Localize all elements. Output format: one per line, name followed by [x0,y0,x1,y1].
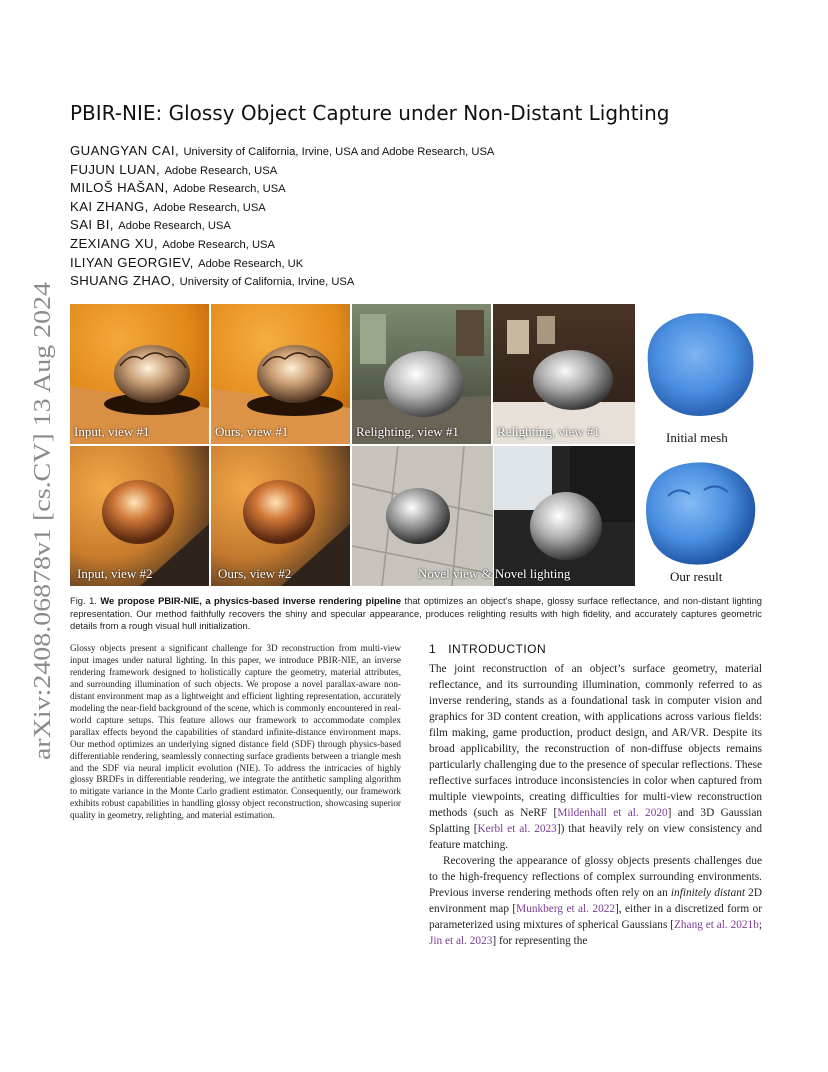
abstract: Glossy objects present a significant challenge for 3D reconstruction from multi-view input images under natural lighting. In this paper, we introduce PBIR-NIE, an inverse rendering framework designed to holistically capture the geometry, material attributes, and surrounding illumination of such objects. We propose a novel parallax-aware non-distant environment map as a lightweight and efficient lighting representation, accurately modeling the near-field background of the scene, which is commonly encountered in real-world capture setups. This feature allows our framework to accommodate complex parallax effects beyond the capabilities of standard infinite-distance environment maps. Our method optimizes an underlying signed distance field (SDF) through physics-based differentiable rendering, seamlessly connecting surface gradients between a triangle mesh and the SDF via neural implicit evolution (NIE). To address the intricacies of highly glossy BRDFs in differentiable rendering, we integrate the antithetic sampling algorithm to mitigate variance in the Monte Carlo gradient estimator. Consequently, our framework exhibits robust capabilities in handling glossy object reconstruction, showcasing superior quality in geometry, relighting, and material estimation. [70,643,401,821]
intro-text: ] for representing the [492,935,588,947]
paper-title: PBIR-NIE: Glossy Object Capture under Non-Distant Lighting [70,101,670,125]
author-affiliation: Adobe Research, UK [198,257,304,270]
author-entry [70,161,494,180]
author-entry [70,179,494,198]
author-name: KAI ZHANG, [70,198,149,214]
author-entry [70,142,494,161]
author-list [70,142,494,291]
caption-prefix: Fig. 1. [70,595,97,606]
section-title: INTRODUCTION [448,642,547,656]
figure-label: Novel view & Novel lighting [418,566,571,581]
author-affiliation: Adobe Research, USA [173,183,286,196]
intro-text: Recovering the appearance of glossy objects presents challenges due to the high-frequency reflections of complex surrounding environments. Previous inverse rendering methods often rely on an [429,855,762,899]
author-entry [70,216,494,235]
author-entry [70,198,494,217]
intro-paragraph [429,661,762,853]
relighting-view1-image [352,304,491,444]
figure-label: Ours, view #2 [218,566,292,581]
input-view2-image [70,446,209,586]
author-name: GUANGYAN CAI, [70,143,180,158]
figure-label: Relighting, view #1 [497,424,600,439]
citation-link[interactable]: Kerbl et al. 2023 [477,823,557,835]
arxiv-stamp-text: arXiv:2408.06878v1 [cs.CV] 13 Aug 2024 [30,349,56,760]
arxiv-stamp [20,280,62,760]
intro-body [429,661,762,949]
author-name: FUJUN LUAN, [70,161,161,177]
author-entry [70,254,494,273]
author-affiliation: University of California, Irvine, USA [179,276,355,289]
author-name: SHUANG ZHAO, [70,273,176,289]
author-entry [70,235,494,254]
intro-paragraph [429,853,762,949]
intro-text: The joint reconstruction of an object’s surface geometry, material reflectance, and its surrounding illumination, commonly referred to as inverse rendering, stands as a foundational task in computer vision and graphics for 3D content creation, with applications across various fields: film making, game production, product design, and AR/VR. Despite its broad applicability, the reconstruction of non-diffuse objects remains particularly challenging due to the presence of specular reflections. These reflective surfaces introduce inconsistencies in color when captured from multiple viewpoints, creating difficulties for multi-view reconstruction methods (such as NeRF [ [429,663,762,819]
caption-text: that optimizes an object’s shape, glossy surface reflectance, and non-distant lighting representation. Our method faithfully recovers the shiny and specular appearance, produces relighting results with high fidelity, and accurately captures geometric details from a rough visual hull initialization. [70,595,762,632]
result-mesh-image [638,456,762,568]
relighting-view1-image-2 [493,304,635,444]
author-name: SAI BI, [70,217,114,233]
figure-caption [70,595,762,633]
intro-text: ] and 3D Gaussian Splatting [ [429,807,762,835]
author-affiliation: University of California, Irvine, USA and Adobe Research, USA [183,146,495,158]
figure-label: Input, view #1 [74,424,150,439]
author-name: ILIYAN GEORGIEV, [70,254,194,270]
figure-label: Relighting, view #1 [356,424,459,439]
novel-view-lighting-image [352,446,635,586]
initial-mesh-label: Initial mesh [666,430,728,445]
author-affiliation: Adobe Research, USA [164,164,278,177]
citation-link[interactable]: Jin et al. 2023 [429,935,493,947]
teaser-figure [70,304,762,586]
figure-label: Input, view #2 [77,566,153,581]
ours-view2-image [211,446,350,586]
citation-link[interactable]: Mildenhall et al. 2020 [557,807,668,819]
intro-text: ], either in a discretized form or parameterized using mixtures of spherical Gaussians [ [429,903,762,931]
initial-mesh-image [638,304,762,422]
author-name: ZEXIANG XU, [70,235,158,251]
section-heading [429,642,546,656]
author-name: MILOŠ HAŠAN, [70,180,169,196]
intro-emphasis: infinitely distant [670,887,745,899]
citation-link[interactable]: Zhang et al. 2021b [674,919,759,931]
section-number: 1 [429,642,437,656]
author-affiliation: Adobe Research, USA [153,201,266,214]
ours-view1-image [211,304,350,444]
author-entry [70,272,494,291]
intro-text: ]) that heavily rely on view consistency and feature matching. [429,823,762,851]
intro-text: 2D environment map [ [429,887,762,915]
caption-bold: We propose PBIR-NIE, a physics-based inverse rendering pipeline [100,595,402,606]
result-mesh-label: Our result [670,569,723,584]
author-affiliation: Adobe Research, USA [118,220,231,233]
author-affiliation: Adobe Research, USA [162,238,275,251]
citation-link[interactable]: Munkberg et al. 2022 [516,903,616,915]
intro-text: ; [758,919,762,931]
figure-label: Ours, view #1 [215,424,289,439]
input-view1-image [70,304,209,444]
